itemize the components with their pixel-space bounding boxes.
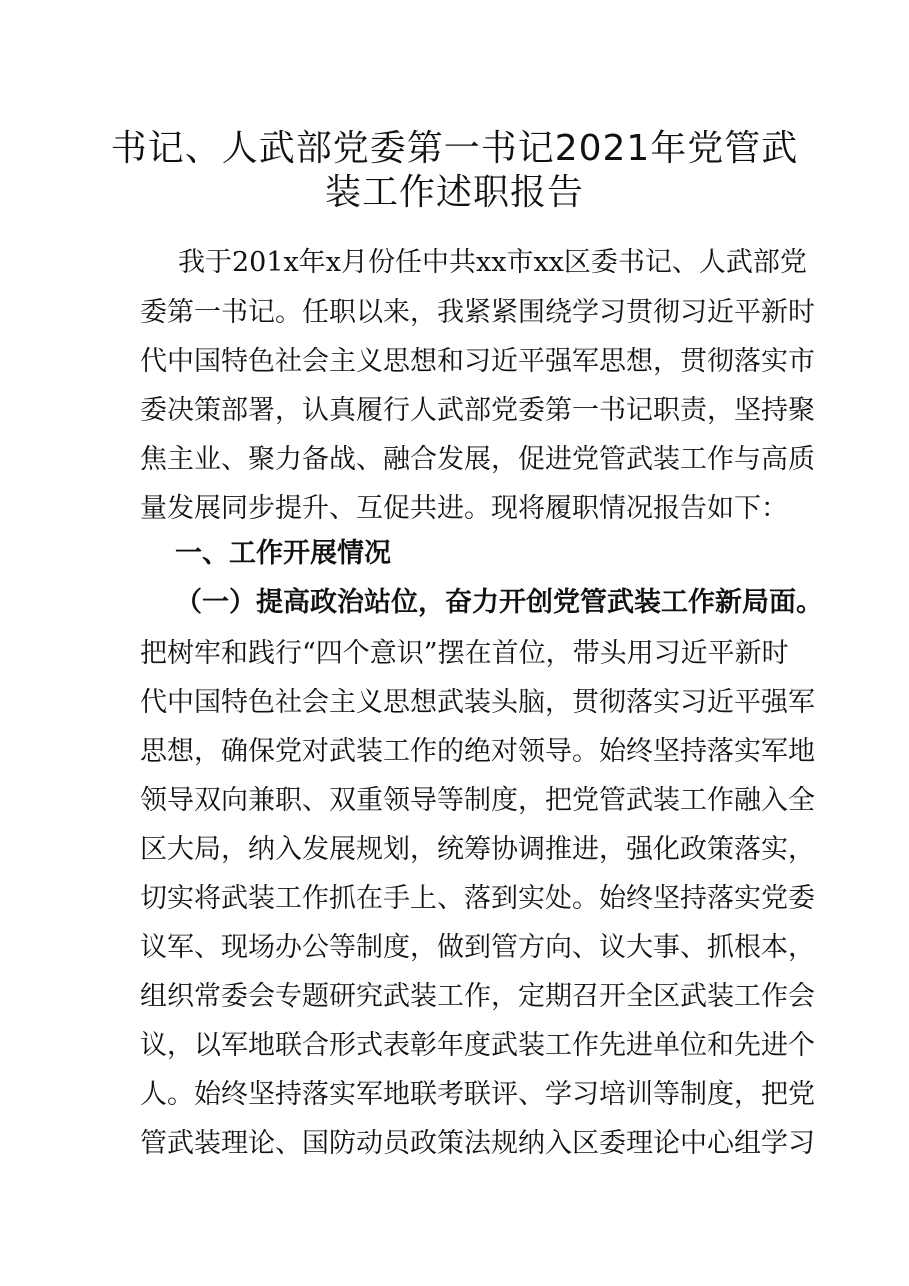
- intro-line: 委决策部署，认真履行人武部党委第一书记职责，坚持聚: [140, 395, 815, 426]
- body-line: 管武装理论、国防动员政策法规纳入区委理论中心组学习: [140, 1128, 815, 1159]
- body-line: 切实将武装工作抓在手上、落到实处。始终坚持落实党委: [140, 883, 815, 914]
- section-heading: 一、工作开展情况: [175, 538, 391, 569]
- body-line: 领导双向兼职、双重领导等制度，把党管武装工作融入全: [140, 785, 815, 816]
- intro-line: 代中国特色社会主义思想和习近平强军思想，贯彻落实市: [140, 346, 815, 377]
- body-line: 思想，确保党对武装工作的绝对领导。始终坚持落实军地: [140, 736, 815, 767]
- subsection-heading: （一）提高政治站位，奋力开创党管武装工作新局面。: [175, 587, 823, 618]
- document-title-line-2: 装工作述职报告: [324, 172, 584, 213]
- body-line: 代中国特色社会主义思想武装头脑，贯彻落实习近平强军: [140, 687, 815, 718]
- intro-line: 我于201x年x月份任中共xx市xx区委书记、人武部党: [178, 247, 807, 278]
- body-line: 把树牢和践行“四个意识”摆在首位，带头用习近平新时: [140, 638, 789, 669]
- body-line: 组织常委会专题研究武装工作，定期召开全区武装工作会: [140, 981, 815, 1012]
- intro-line: 量发展同步提升、互促共进。现将履职情况报告如下：: [140, 493, 788, 524]
- body-line: 人。始终坚持落实军地联考联评、学习培训等制度，把党: [140, 1079, 815, 1110]
- body-line: 区大局，纳入发展规划，统筹协调推进，强化政策落实，: [140, 834, 815, 865]
- body-line: 议，以军地联合形式表彰年度武装工作先进单位和先进个: [140, 1030, 815, 1061]
- intro-line: 焦主业、聚力备战、融合发展，促进党管武装工作与高质: [140, 444, 815, 475]
- intro-line: 委第一书记。任职以来，我紧紧围绕学习贯彻习近平新时: [140, 297, 815, 328]
- document-title-line-1: 书记、人武部党委第一书记2021年党管武: [110, 128, 799, 169]
- body-line: 议军、现场办公等制度，做到管方向、议大事、抓根本，: [140, 932, 815, 963]
